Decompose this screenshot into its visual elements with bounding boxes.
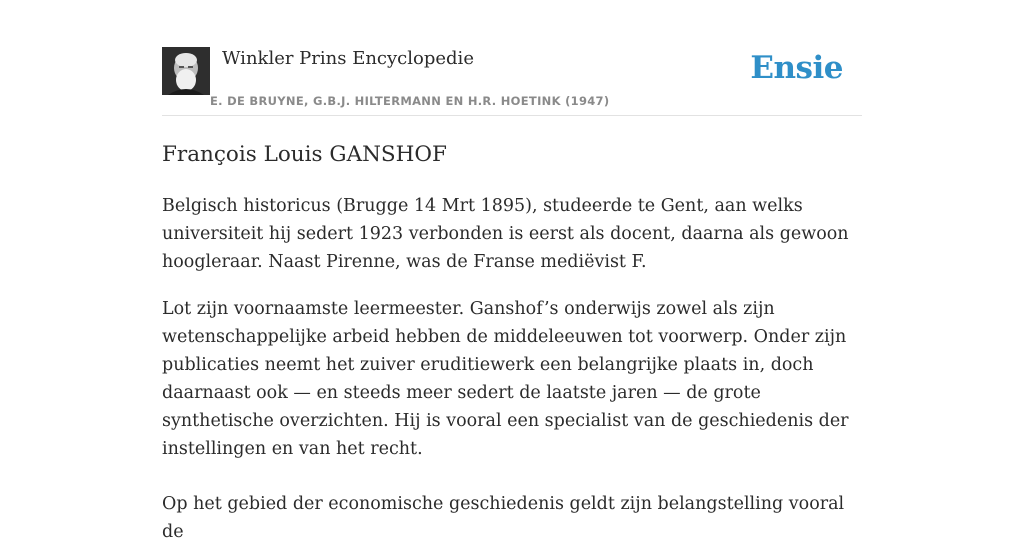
article-content: [162, 140, 862, 546]
article-title: François Louis GANSHOF: [162, 142, 447, 167]
site-header: [162, 44, 862, 116]
brand-logo[interactable]: Ensie: [750, 50, 843, 86]
article-paragraph: Op het gebied der economische geschiedenis geldt zijn belangstelling vooral de: [162, 494, 845, 542]
article-paragraph: Lot zijn voornaamste leermeester. Ganshof’s onderwijs zowel als zijn wetenschappelijke arbeid hebben de middeleeuwen tot voorwerp. Onder zijn publicaties neemt het zuiver eruditiewerk een belangrijke plaats in, doch daarnaast ook — en steeds meer sedert de laatste jaren — de grote synthetische overzichten. Hij is vooral een specialist van de geschiedenis der instellingen en van het recht.: [162, 299, 849, 459]
portrait-image: [162, 47, 210, 95]
article-paragraph: Belgisch historicus (Brugge 14 Mrt 1895), studeerde te Gent, aan welks universiteit hij sedert 1923 verbonden is eerst als docent, daarna als gewoon hoogleraar. Naast Pirenne, was de Franse mediëvist F.: [162, 196, 849, 272]
author-portrait-avatar: [162, 47, 210, 95]
source-authors: E. DE BRUYNE, G.B.J. HILTERMANN EN H.R. HOETINK (1947): [210, 94, 610, 108]
site-title[interactable]: Winkler Prins Encyclopedie: [222, 48, 474, 69]
